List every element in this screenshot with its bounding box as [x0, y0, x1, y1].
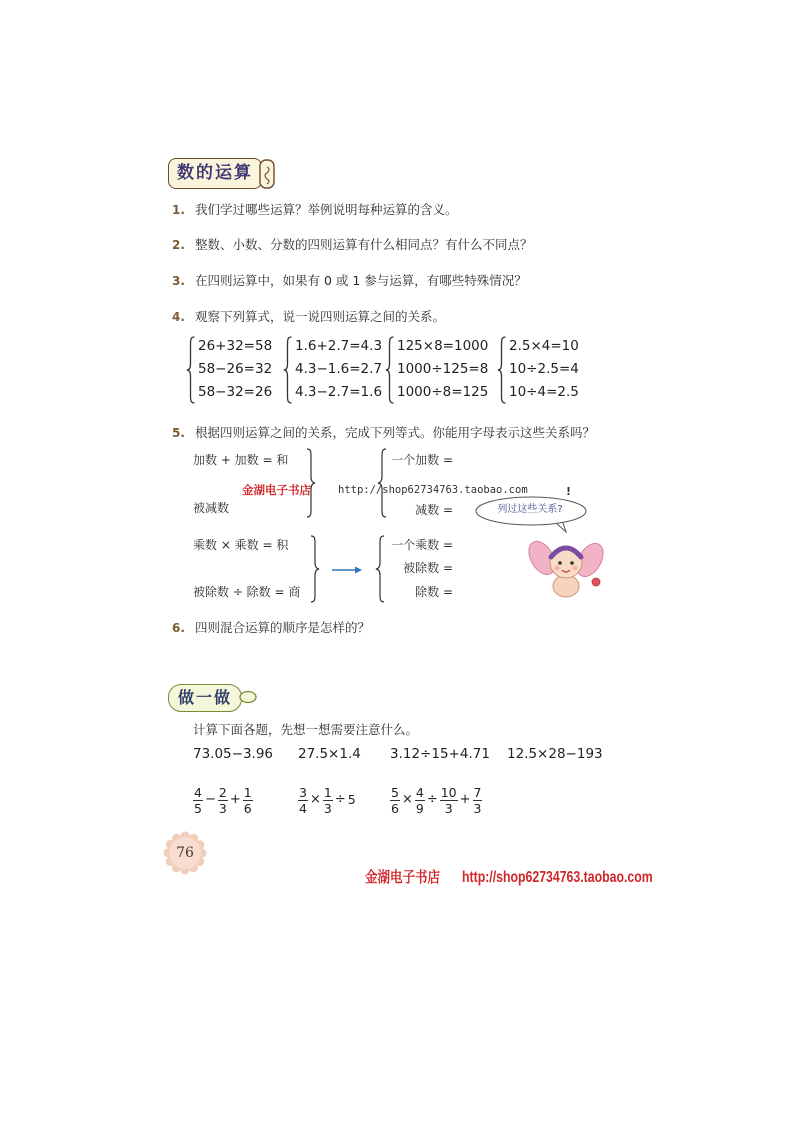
numerator: 3: [299, 784, 307, 800]
numerator: 5: [391, 784, 399, 800]
left-cheek: [555, 566, 560, 571]
operator: −: [204, 792, 216, 807]
left-eye: [558, 561, 562, 565]
left-brace-icon: [375, 535, 385, 603]
question-number: 4.: [172, 310, 185, 324]
relation-multiplication: 乘数 × 乘数 = 积: [193, 538, 289, 552]
operator: ×: [401, 792, 413, 807]
question-text: 在四则运算中，如果有 0 或 1 参与运算，有哪些特殊情况？: [195, 273, 527, 288]
question-number: 3.: [172, 274, 185, 288]
equation-group-addition: [186, 335, 272, 404]
left-brace-icon: [385, 336, 394, 404]
question-number: 5.: [172, 426, 185, 440]
denominator: 6: [391, 800, 399, 816]
fraction: [218, 786, 228, 815]
equation-lines: [509, 335, 579, 404]
question-2: [172, 236, 533, 252]
blank-subtrahend: 减数 =: [415, 503, 453, 517]
decimal-problem: 27.5×1.4: [298, 746, 361, 762]
question-number: 2.: [172, 238, 185, 252]
flower: [592, 578, 600, 586]
arrow-right-icon: [332, 565, 362, 575]
equation: 1000÷8=125: [397, 384, 489, 400]
denominator: 3: [444, 800, 453, 816]
fraction-problem-3: [390, 786, 482, 814]
practice-title: 做一做: [168, 684, 242, 712]
fraction-problem-2: [298, 786, 356, 814]
numerator: 1: [323, 784, 332, 800]
operator: ÷: [334, 792, 346, 807]
brace-stroke: [311, 536, 319, 602]
numerator: 7: [473, 784, 482, 800]
brace-stroke: [284, 337, 292, 403]
left-brace-icon: [283, 336, 292, 404]
equation-group-decimal-addition: [283, 335, 382, 404]
watermark-url: http://shop62734763.taobao.com: [462, 868, 653, 886]
integer-operand: 5: [347, 792, 356, 807]
question-text: 整数、小数、分数的四则运算有什么相同点？有什么不同点？: [195, 237, 533, 252]
equation: 4.3−2.7=1.6: [295, 384, 383, 400]
fraction: [415, 786, 425, 815]
denominator: 4: [299, 800, 307, 816]
question-5: [172, 424, 595, 440]
question-number: 6.: [172, 621, 185, 635]
decimal-problem: 73.05−3.96: [193, 746, 274, 762]
page-number: 76: [176, 845, 194, 861]
equation: 10÷4=2.5: [509, 384, 579, 400]
brace-stroke: [498, 337, 506, 403]
equation-lines: [295, 335, 382, 404]
equation: 58−26=32: [198, 361, 273, 377]
right-brace-icon: [310, 535, 320, 603]
cherub-illustration: [528, 524, 604, 602]
equation: 4.3−1.6=2.7: [295, 361, 383, 377]
section-title: 数的运算: [168, 158, 262, 189]
denominator: 3: [323, 800, 332, 816]
denominator: 3: [218, 800, 227, 816]
fraction: [323, 786, 333, 815]
equation-group-decimal-multiplication: [497, 335, 579, 404]
fraction: [243, 786, 253, 815]
numerator: 4: [415, 784, 424, 800]
operator: ÷: [426, 792, 438, 807]
equation: 26+32=58: [198, 338, 273, 354]
equation: 58−32=26: [198, 384, 273, 400]
numerator: 4: [194, 784, 202, 800]
bubble-decoration-icon: [238, 689, 258, 705]
numerator: 1: [243, 784, 252, 800]
scroll-decoration-icon: [256, 158, 280, 190]
blank-dividend: 被除数 =: [403, 561, 453, 575]
relation-division: 被除数 ÷ 除数 = 商: [193, 585, 301, 599]
denominator: 3: [473, 800, 482, 816]
brace-stroke: [386, 337, 394, 403]
practice-instruction: 计算下面各题，先想一想需要注意什么。: [193, 722, 419, 737]
numerator: 2: [218, 784, 227, 800]
relation-subtraction: 被减数: [193, 501, 230, 515]
fraction: [193, 786, 203, 815]
fraction: [440, 786, 458, 815]
watermark-store-name: 金湖电子书店: [242, 483, 311, 497]
right-eye: [570, 561, 574, 565]
blank-one-factor: 一个乘数 =: [391, 538, 453, 552]
question-text: 观察下列算式，说一说四则运算之间的关系。: [195, 309, 446, 324]
equation: 2.5×4=10: [509, 338, 579, 354]
blank-one-addend: 一个加数 =: [391, 453, 453, 467]
numerator: 10: [440, 784, 457, 800]
equation-lines: [198, 335, 272, 404]
denominator: 5: [194, 800, 202, 816]
operator: +: [459, 792, 471, 807]
exclamation-mark: !: [566, 485, 572, 498]
relation-addition: 加数 + 加数 = 和: [193, 453, 289, 467]
equation-group-multiplication: [385, 335, 488, 404]
equation: 125×8=1000: [397, 338, 489, 354]
brace-stroke: [187, 337, 195, 403]
arrow-head: [355, 567, 362, 574]
question-4: [172, 308, 445, 324]
bubble-ring: [240, 692, 256, 703]
question-6: [172, 619, 370, 635]
left-brace-icon: [497, 336, 506, 404]
operator: ×: [309, 792, 321, 807]
operator: +: [229, 792, 241, 807]
question-1: [172, 201, 458, 217]
question-text: 四则混合运算的顺序是怎样的？: [195, 620, 371, 635]
question-3: [172, 272, 527, 288]
decimal-problem: 12.5×28−193: [507, 746, 603, 762]
fraction: [390, 786, 400, 815]
fraction: [473, 786, 483, 815]
decimal-problem: 3.12÷15+4.71: [390, 746, 490, 762]
question-text: 我们学过哪些运算？举例说明每种运算的含义。: [195, 202, 458, 217]
equation: 10÷2.5=4: [509, 361, 579, 377]
blank-divisor: 除数 =: [415, 585, 453, 599]
question-text: 根据四则运算之间的关系，完成下列等式。你能用字母表示这些关系吗？: [195, 425, 596, 440]
equation: 1.6+2.7=4.3: [295, 338, 383, 354]
right-cheek: [573, 566, 578, 571]
speech-bubble-text: 列过这些关系?: [497, 504, 563, 515]
denominator: 6: [243, 800, 252, 816]
watermark-store-name: 金湖电子书店: [365, 867, 441, 886]
left-brace-icon: [186, 336, 195, 404]
question-number: 1.: [172, 203, 185, 217]
watermark-url: http://shop62734763.taobao.com: [338, 484, 528, 496]
denominator: 9: [415, 800, 424, 816]
equation-lines: [397, 335, 488, 404]
fraction: [298, 786, 308, 815]
brace-stroke: [376, 536, 384, 602]
equation: 1000÷125=8: [397, 361, 489, 377]
fraction-problem-1: [193, 786, 253, 814]
